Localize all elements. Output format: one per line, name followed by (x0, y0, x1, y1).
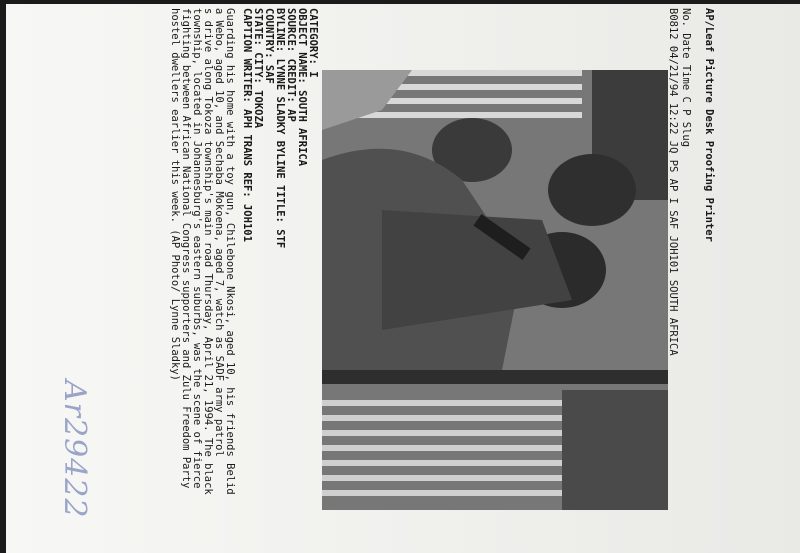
caption-line: fighting between African National Congress supporters and Zulu Freedom Party (180, 8, 192, 489)
caption-line: hostel dwellers earlier this week. (AP Photo/ Lynne Sladky) (169, 8, 181, 381)
category-field: CATEGORY: I (307, 8, 319, 78)
proof-title: AP/Leaf Picture Desk Proofing Printer (703, 8, 715, 242)
caption-line: a Webo, aged 10, and Sechaba Mokoena, aged 7, watch as SADF army patrol (213, 8, 225, 457)
object-name-field: OBJECT NAME: SOUTH AFRICA (296, 8, 308, 167)
caption-line: s drive along Tokoza township's main road Thursday, April 21, 1994. The black (202, 8, 214, 495)
handwritten-archive-number: Ar29422 (57, 380, 92, 519)
scan-border-top (0, 0, 800, 4)
scan-border-left (0, 0, 6, 553)
caption-writer-field: CAPTION WRITER: APH TRANS REF: JOH101 (241, 8, 253, 242)
caption-block (169, 8, 715, 508)
byline-field: BYLINE: LYNNE SLADKY BYLINE TITLE: STF (274, 8, 286, 249)
source-credit-field: SOURCE: CREDIT: AP (285, 8, 297, 122)
caption-line: Guarding his home with a toy gun, Chilebone Nkosi, aged 10, his friends Belid (224, 8, 236, 495)
state-city-field: STATE: CITY: TOKOZA (252, 8, 264, 129)
country-field: COUNTRY: SAF (263, 8, 275, 84)
slug-line: B0812 04/21/94 12:22 JQ PS AP I SAF JOH101 SOUTH AFRICA (667, 8, 679, 356)
column-headers: No. Date Time C P Slug (680, 8, 692, 148)
caption-line: township, located in Johannesburg's eastern suburbs, was the scene of fierce (191, 8, 203, 489)
